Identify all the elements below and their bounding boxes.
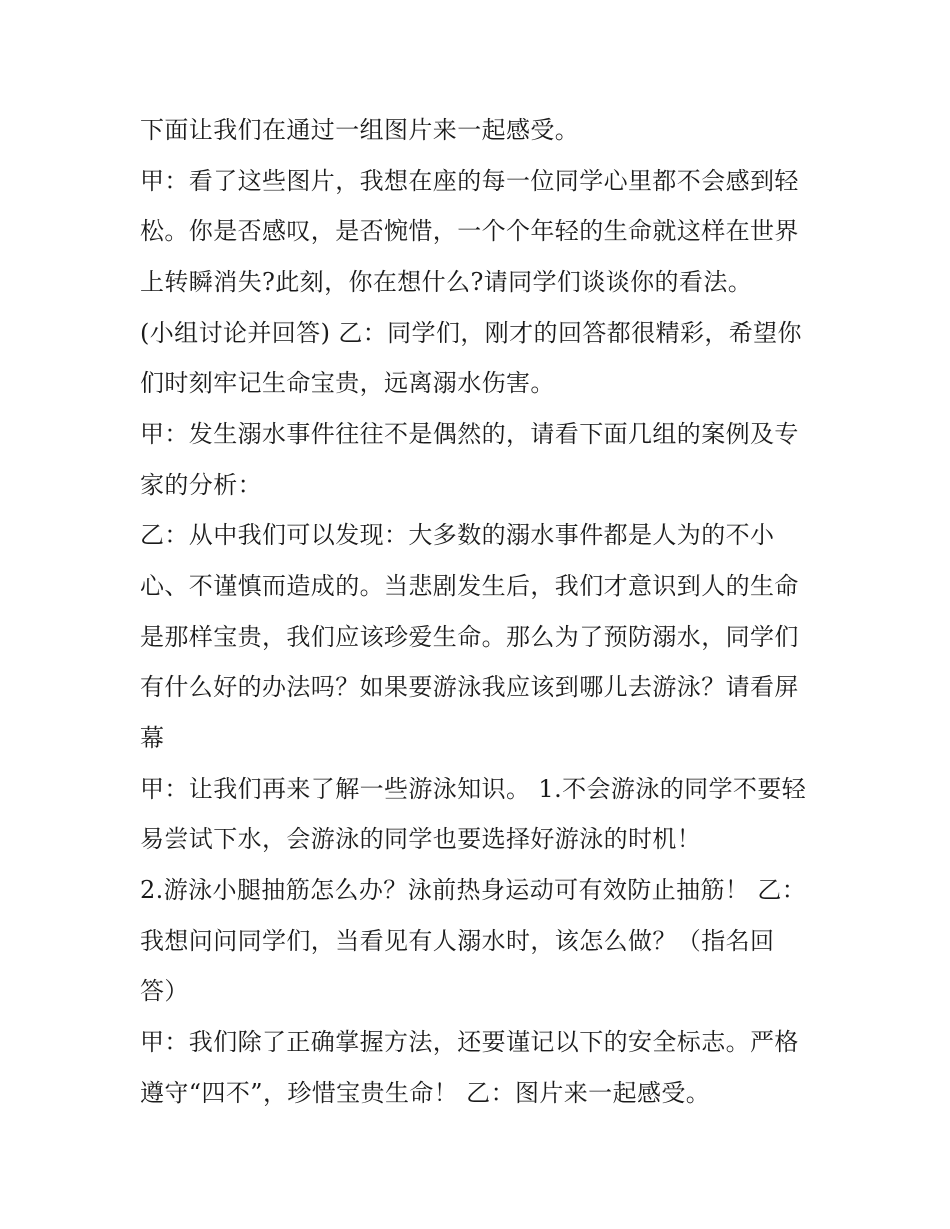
- text-line: 甲：发生溺水事件往往不是偶然的，请看下面几组的案例及专: [140, 420, 799, 448]
- text-line: (小组讨论并回答) 乙：同学们，刚才的回答都很精彩，希望你: [140, 319, 802, 347]
- text-line: 甲：看了这些图片，我想在座的每一位同学心里都不会感到轻: [140, 167, 799, 195]
- text-line: 家的分析：: [140, 471, 262, 499]
- text-line: 我想问问同学们，当看见有人溺水时，该怎么做？（指名回: [140, 927, 775, 955]
- text-line: 心、不谨慎而造成的。当悲剧发生后，我们才意识到人的生命: [140, 572, 799, 600]
- text-line: 甲：我们除了正确掌握方法，还要谨记以下的安全标志。严格: [140, 1028, 799, 1056]
- text-line: 上转瞬消失?此刻，你在想什么?请同学们谈谈你的看法。: [140, 268, 753, 296]
- text-line: 甲：让我们再来了解一些游泳知识。 1.不会游泳的同学不要轻: [140, 775, 807, 803]
- text-line: 有什么好的办法吗？如果要游泳我应该到哪儿去游泳？请看屏: [140, 673, 799, 701]
- text-line: 易尝试下水，会游泳的同学也要选择好游泳的时机！: [140, 825, 702, 853]
- text-line: 下面让我们在通过一组图片来一起感受。: [140, 116, 580, 144]
- text-line: 2.游泳小腿抽筋怎么办？泳前热身运动可有效防止抽筋！ 乙：: [140, 876, 807, 904]
- text-line: 是那样宝贵，我们应该珍爱生命。那么为了预防溺水，同学们: [140, 623, 799, 651]
- text-line: 遵守“四不”，珍惜宝贵生命！ 乙：图片来一起感受。: [140, 1079, 711, 1107]
- text-line: 乙：从中我们可以发现：大多数的溺水事件都是人为的不小: [140, 521, 775, 549]
- text-line: 们时刻牢记生命宝贵，远离溺水伤害。: [140, 369, 555, 397]
- text-line: 答）: [140, 977, 189, 1005]
- text-line: 松。你是否感叹，是否惋惜，一个个年轻的生命就这样在世界: [140, 217, 799, 245]
- text-line: 幕: [140, 724, 165, 752]
